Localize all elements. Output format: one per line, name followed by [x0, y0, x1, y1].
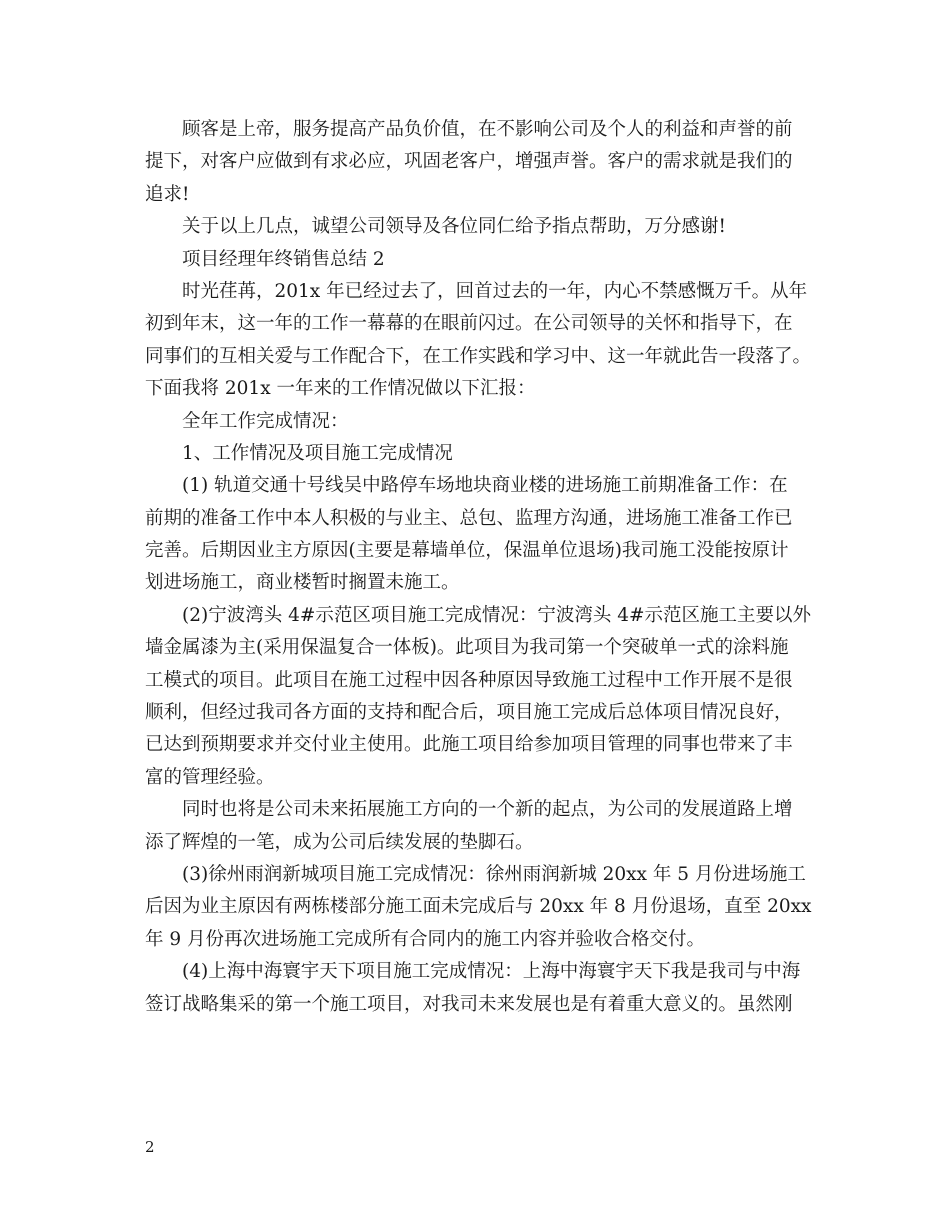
text-line: 关于以上几点，诚望公司领导及各位同仁给予指点帮助，万分感谢!	[182, 216, 726, 238]
text-line: (3)徐州雨润新城项目施工完成情况：徐州雨润新城 20xx 年 5 月份进场施工	[182, 863, 806, 885]
text-line: 顺利，但经过我司各方面的支持和配合后，项目施工完成后总体项目情况良好，	[145, 702, 793, 724]
text-line: 前期的准备工作中本人积极的与业主、总包、监理方沟通，进场施工准备工作已	[145, 507, 793, 529]
text-line: 1、工作情况及项目施工完成情况	[182, 442, 453, 464]
text-line: 签订战略集采的第一个施工项目，对我司未来发展也是有着重大意义的。虽然刚	[145, 993, 793, 1015]
text-line: (2)宁波湾头 4#示范区项目施工完成情况：宁波湾头 4#示范区施工主要以外	[182, 604, 812, 626]
text-line: 时光荏苒，201x 年已经过去了，回首过去的一年，内心不禁感慨万千。从年	[182, 280, 808, 302]
text-line: 提下，对客户应做到有求必应，巩固老客户，增强声誉。客户的需求就是我们的	[145, 151, 793, 173]
text-line: (4)上海中海寰宇天下项目施工完成情况：上海中海寰宇天下我是我司与中海	[182, 961, 801, 983]
text-line: 追求!	[145, 183, 190, 205]
text-line: 同时也将是公司未来拓展施工方向的一个新的起点，为公司的发展道路上增	[182, 799, 793, 821]
text-line: 划进场施工，商业楼暂时搁置未施工。	[145, 572, 460, 594]
text-line: 项目经理年终销售总结 2	[182, 248, 385, 270]
text-line: 顾客是上帝，服务提高产品负价值，在不影响公司及个人的利益和声誉的前	[182, 119, 793, 140]
text-line: 同事们的互相关爱与工作配合下，在工作实践和学习中、这一年就此告一段落了。	[145, 345, 812, 367]
text-line: 年 9 月份再次进场施工完成所有合同内的施工内容并验收合格交付。	[145, 928, 706, 950]
text-line: 完善。后期因业主方原因(主要是幕墙单位，保温单位退场)我司施工没能按原计	[145, 540, 789, 562]
text-line: 后因为业主原因有两栋楼部分施工面未完成后与 20xx 年 8 月份退场，直至 20xx	[145, 896, 812, 918]
text-line: (1) 轨道交通十号线吴中路停车场地块商业楼的进场施工前期准备工作：在	[182, 475, 788, 497]
text-line: 全年工作完成情况：	[182, 410, 349, 432]
text-line: 富的管理经验。	[145, 766, 275, 788]
text-line: 初到年末，这一年的工作一幕幕的在眼前闪过。在公司领导的关怀和指导下，在	[145, 313, 793, 335]
text-line: 下面我将 201x 一年来的工作情况做以下汇报：	[145, 378, 536, 400]
text-line: 已达到预期要求并交付业主使用。此施工项目给参加项目管理的同事也带来了丰	[145, 734, 793, 756]
text-line: 工模式的项目。此项目在施工过程中因各种原因导致施工过程中工作开展不是很	[145, 669, 793, 691]
text-line: 添了辉煌的一笔，成为公司后续发展的垫脚石。	[145, 831, 534, 853]
document-body	[145, 114, 812, 1021]
text-line: 墙金属漆为主(采用保温复合一体板)。此项目为我司第一个突破单一式的涂料施	[145, 637, 789, 659]
page-number: 2	[145, 1138, 155, 1156]
